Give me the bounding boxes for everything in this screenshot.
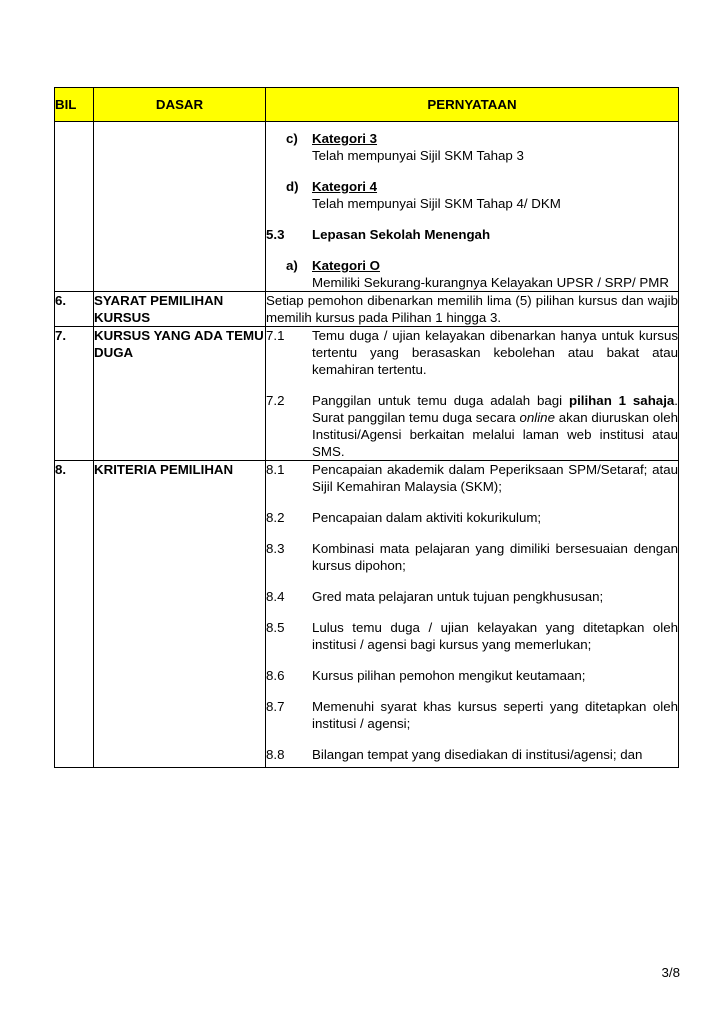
- item-text: Pencapaian akademik dalam Peperiksaan SPM/Setaraf; atau Sijil Kemahiran Malaysia (SKM);: [312, 462, 678, 494]
- item-number: 8.4: [266, 589, 285, 604]
- item-number: 8.5: [266, 620, 285, 635]
- item-text: [312, 392, 678, 460]
- pernyataan-cell: [266, 461, 679, 768]
- emphasis-text: pilihan 1 sahaja: [568, 393, 675, 408]
- kategori-title: Kategori 4: [312, 179, 378, 194]
- header-pernyataan: PERNYATAAN: [266, 88, 679, 122]
- kategori-desc: Telah mempunyai Sijil SKM Tahap 4/ DKM: [312, 196, 561, 211]
- header-dasar: DASAR: [94, 88, 266, 122]
- item-5-3: [266, 226, 678, 243]
- kategori-o-item: [266, 257, 678, 291]
- header-bil: BIL: [55, 88, 94, 122]
- table-row-6: [55, 292, 679, 327]
- bil-cell: 6.: [55, 292, 94, 327]
- kategori-desc: Memiliki Sekurang-kurangnya Kelayakan UPSR / SRP/ PMR: [312, 275, 669, 290]
- dasar-cell: KRITERIA PEMILIHAN: [94, 461, 266, 768]
- dasar-cell: [94, 122, 266, 292]
- dasar-cell: SYARAT PEMILIHAN KURSUS: [94, 292, 266, 327]
- kategori-desc: Telah mempunyai Sijil SKM Tahap 3: [312, 148, 524, 163]
- table-row-7: [55, 327, 679, 461]
- item-text: Temu duga / ujian kelayakan dibenarkan hanya untuk kursus tertentu yang berasaskan kebolehan atau bakat atau kemahiran tertentu.: [312, 328, 678, 377]
- list-item: [266, 619, 678, 653]
- item-text: Lulus temu duga / ujian kelayakan yang ditetapkan oleh institusi / agensi bagi kursus yang memerlukan;: [312, 620, 678, 652]
- item-number: 8.6: [266, 668, 285, 683]
- pernyataan-cell: [266, 122, 679, 292]
- item-number: 8.2: [266, 510, 285, 525]
- kategori-title: Kategori O: [312, 258, 380, 273]
- kategori-4-item: [266, 178, 678, 212]
- item-letter: d): [286, 179, 299, 194]
- text-part: Panggilan untuk temu duga adalah bagi: [312, 393, 569, 408]
- text-part: akan diuruskan oleh Institusi/Agensi berkaitan melalui laman web institusi atau SMS.: [312, 410, 678, 459]
- table-row-continued: [55, 122, 679, 292]
- item-letter: c): [286, 131, 298, 146]
- criteria-table: [54, 87, 679, 768]
- item-number: 8.8: [266, 747, 285, 762]
- item-text: Memenuhi syarat khas kursus seperti yang ditetapkan oleh institusi / agensi;: [312, 699, 678, 731]
- item-number: 7.2: [266, 393, 285, 408]
- list-item: [266, 540, 678, 574]
- pernyataan-cell: [266, 292, 679, 327]
- list-item: [266, 667, 678, 684]
- kategori-title: Kategori 3: [312, 131, 378, 146]
- item-number: 7.1: [266, 328, 285, 343]
- list-item: [266, 746, 678, 763]
- item-7-1: [266, 327, 678, 378]
- item-text: Pencapaian dalam aktiviti kokurikulum;: [312, 510, 542, 525]
- item-number: 8.3: [266, 541, 285, 556]
- table-header-row: [55, 88, 679, 122]
- item-number: 5.3: [266, 227, 285, 242]
- item-7-2: [266, 392, 678, 460]
- item-text: Bilangan tempat yang disediakan di institusi/agensi; dan: [312, 747, 643, 762]
- item-number: 8.7: [266, 699, 285, 714]
- text-part: . Surat panggilan temu duga secara: [312, 393, 678, 425]
- italic-text: online: [519, 410, 555, 425]
- paragraph: Setiap pemohon dibenarkan memilih lima (5) pilihan kursus dan wajib memilih kursus pada Pilihan 1 hingga 3.: [266, 293, 678, 325]
- list-item: [266, 509, 678, 526]
- bil-cell: 8.: [55, 461, 94, 768]
- table-row-8: [55, 461, 679, 768]
- page-number: 3/8: [661, 965, 680, 980]
- kategori-3-item: [266, 130, 678, 164]
- item-letter: a): [286, 258, 298, 273]
- dasar-cell: KURSUS YANG ADA TEMU DUGA: [94, 327, 266, 461]
- item-text: Lepasan Sekolah Menengah: [312, 227, 491, 242]
- list-item: [266, 698, 678, 732]
- bil-cell: [55, 122, 94, 292]
- bil-cell: 7.: [55, 327, 94, 461]
- item-number: 8.1: [266, 462, 285, 477]
- item-text: Kombinasi mata pelajaran yang dimiliki bersesuaian dengan kursus dipohon;: [312, 541, 678, 573]
- item-text: Gred mata pelajaran untuk tujuan pengkhususan;: [312, 589, 604, 604]
- pernyataan-cell: [266, 327, 679, 461]
- list-item: [266, 461, 678, 495]
- item-text: Kursus pilihan pemohon mengikut keutamaan;: [312, 668, 586, 683]
- list-item: [266, 588, 678, 605]
